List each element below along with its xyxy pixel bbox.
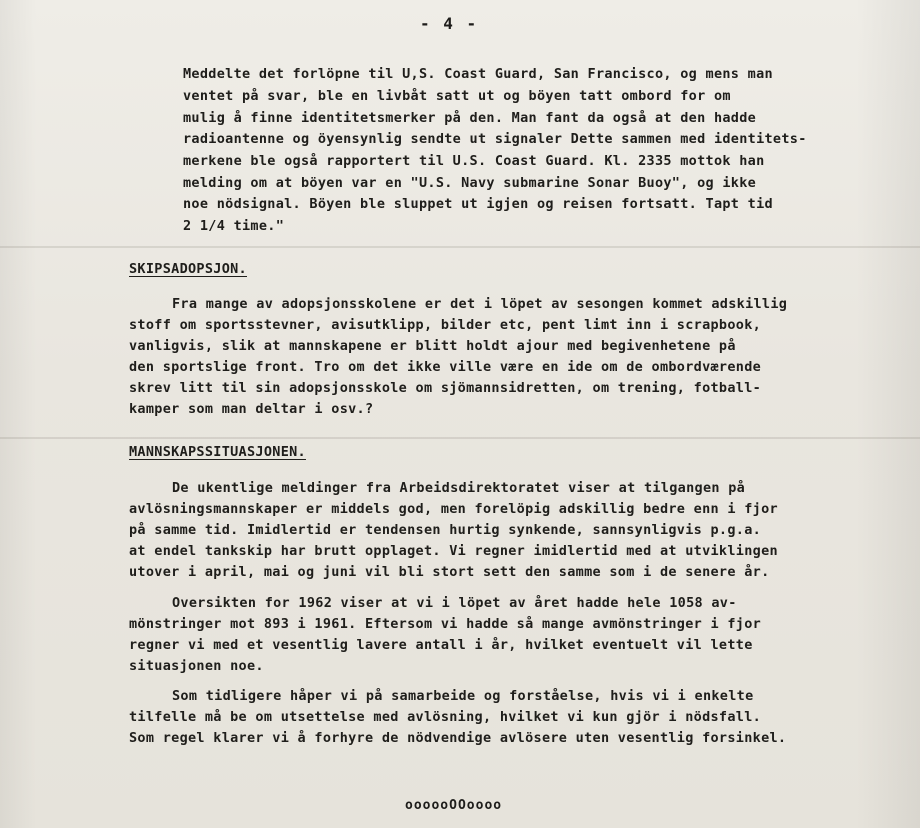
- text-line: skrev litt til sin adopsjonsskole om sjömannsidretten, om trening, fotball-: [129, 380, 762, 396]
- text-line: at endel tankskip har brutt opplaget. Vi regner imidlertid med at utviklingen: [129, 543, 778, 559]
- text-line: regner vi med et vesentlig lavere antall i år, hvilket eventuelt vil lette: [129, 637, 753, 653]
- section-heading-skipsadopsjon: SKIPSADOPSJON.: [129, 261, 247, 277]
- text-line: avlösningsmannskaper er middels god, men forelöpig adskillig bedre enn i fjor: [129, 501, 778, 517]
- section-heading-mannskapssituasjonen: MANNSKAPSSITUASJONEN.: [129, 444, 306, 460]
- text-line: radioantenne og öyensynlig sendte ut signaler Dette sammen med identitets-: [183, 131, 807, 147]
- text-line: den sportslige front. Tro om det ikke ville være en ide om de ombordværende: [129, 359, 762, 375]
- text-line: merkene ble også rapportert til U.S. Coast Guard. Kl. 2335 mottok han: [183, 153, 765, 169]
- text-line: Som tidligere håper vi på samarbeide og forståelse, hvis vi i enkelte: [172, 688, 754, 704]
- text-line: vanligvis, slik at mannskapene er blitt holdt ajour med begivenhetene på: [129, 338, 736, 354]
- text-line: utover i april, mai og juni vil bli stort sett den samme som i de senere år.: [129, 564, 770, 580]
- page-number: - 4 -: [420, 14, 479, 33]
- text-line: Oversikten for 1962 viser at vi i löpet av året hadde hele 1058 av-: [172, 595, 737, 611]
- text-line: 2 1/4 time.": [183, 218, 285, 234]
- text-line: mönstringer mot 893 i 1961. Eftersom vi hadde så mange avmönstringer i fjor: [129, 616, 762, 632]
- text-line: Fra mange av adopsjonsskolene er det i löpet av sesongen kommet adskillig: [172, 296, 788, 312]
- text-line: situasjonen noe.: [129, 658, 264, 674]
- paper-fold: [0, 437, 920, 439]
- text-line: Som regel klarer vi å forhyre de nödvendige avlösere uten vesentlig forsinkel.: [129, 730, 787, 746]
- text-line: Meddelte det forlöpne til U,S. Coast Guard, San Francisco, og mens man: [183, 66, 773, 82]
- text-line: noe nödsignal. Böyen ble sluppet ut igjen og reisen fortsatt. Tapt tid: [183, 196, 773, 212]
- text-line: ventet på svar, ble en livbåt satt ut og böyen tatt ombord for om: [183, 88, 731, 104]
- text-line: melding om at böyen var en "U.S. Navy submarine Sonar Buoy", og ikke: [183, 175, 757, 191]
- text-line: kamper som man deltar i osv.?: [129, 401, 374, 417]
- text-line: De ukentlige meldinger fra Arbeidsdirektoratet viser at tilgangen på: [172, 480, 746, 496]
- text-line: på samme tid. Imidlertid er tendensen hurtig synkende, sannsynligvis p.g.a.: [129, 522, 762, 538]
- paper-fold: [0, 246, 920, 248]
- end-separator: oooooOOoooo: [405, 798, 503, 813]
- text-line: tilfelle må be om utsettelse med avlösning, hvilket vi kun gjör i nödsfall.: [129, 709, 762, 725]
- text-line: stoff om sportsstevner, avisutklipp, bilder etc, pent limt inn i scrapbook,: [129, 317, 762, 333]
- text-line: mulig å finne identitetsmerker på den. Man fant da også at den hadde: [183, 110, 757, 126]
